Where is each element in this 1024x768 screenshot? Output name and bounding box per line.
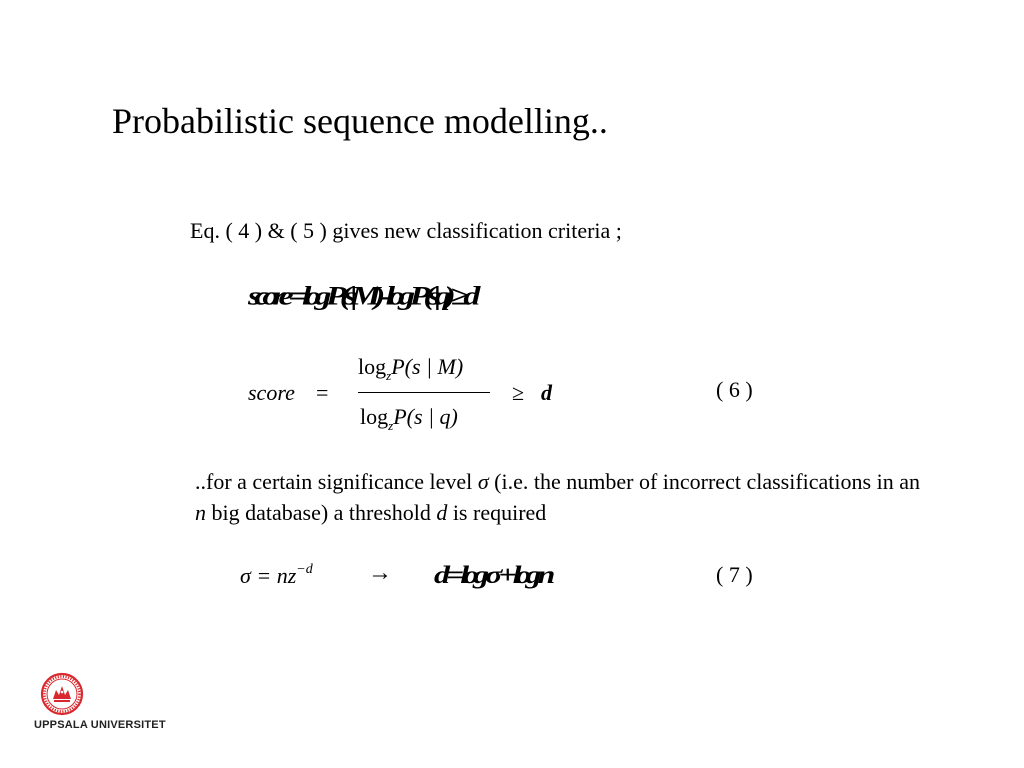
para-text-1: ..for a certain significance level (195, 469, 478, 494)
para-n: n (195, 500, 206, 525)
slide-title: Probabilistic sequence modelling.. (112, 101, 608, 141)
threshold-variable: d (541, 380, 552, 405)
eq7-exponent: −d (296, 562, 313, 577)
equation-number-6: ( 6 ) (716, 377, 753, 402)
fraction-bar (358, 392, 490, 393)
geq-sign: ≥ (512, 380, 525, 405)
garbled-equation-2: d = log σ + log n (434, 560, 550, 589)
para-text-3: big database) a threshold (206, 500, 437, 525)
equation-7-lhs (240, 562, 313, 589)
university-seal-logo (40, 672, 84, 716)
university-name: UPPSALA UNIVERSITET (34, 719, 166, 731)
num-base: z (386, 368, 392, 383)
para-text-2: (i.e. the number of incorrect classifications in an (488, 469, 920, 494)
sigma-symbol: σ (477, 469, 489, 494)
para-text-4: is required (447, 500, 547, 525)
eq7-main: σ = nz (240, 563, 297, 588)
score-label: score (248, 380, 295, 405)
equation-number-7: ( 7 ) (716, 562, 753, 587)
num-log: log (358, 354, 387, 379)
den-rest: P(s | q) (393, 404, 458, 429)
num-rest: P(s | M) (391, 354, 464, 379)
explanation-paragraph (195, 466, 935, 528)
fraction-numerator (358, 354, 463, 384)
equals-sign: = (316, 380, 329, 405)
intro-text: Eq. ( 4 ) & ( 5 ) gives new classification criteria ; (190, 218, 622, 243)
den-base: z (388, 418, 394, 433)
implies-arrow: → (368, 560, 392, 586)
seal-icon (40, 672, 84, 716)
garbled-equation-1: score = log P(s|M) - log P(s|q) ≥ d (248, 282, 474, 311)
para-d: d (436, 500, 448, 525)
fraction-denominator (360, 404, 458, 434)
den-log: log (360, 404, 389, 429)
